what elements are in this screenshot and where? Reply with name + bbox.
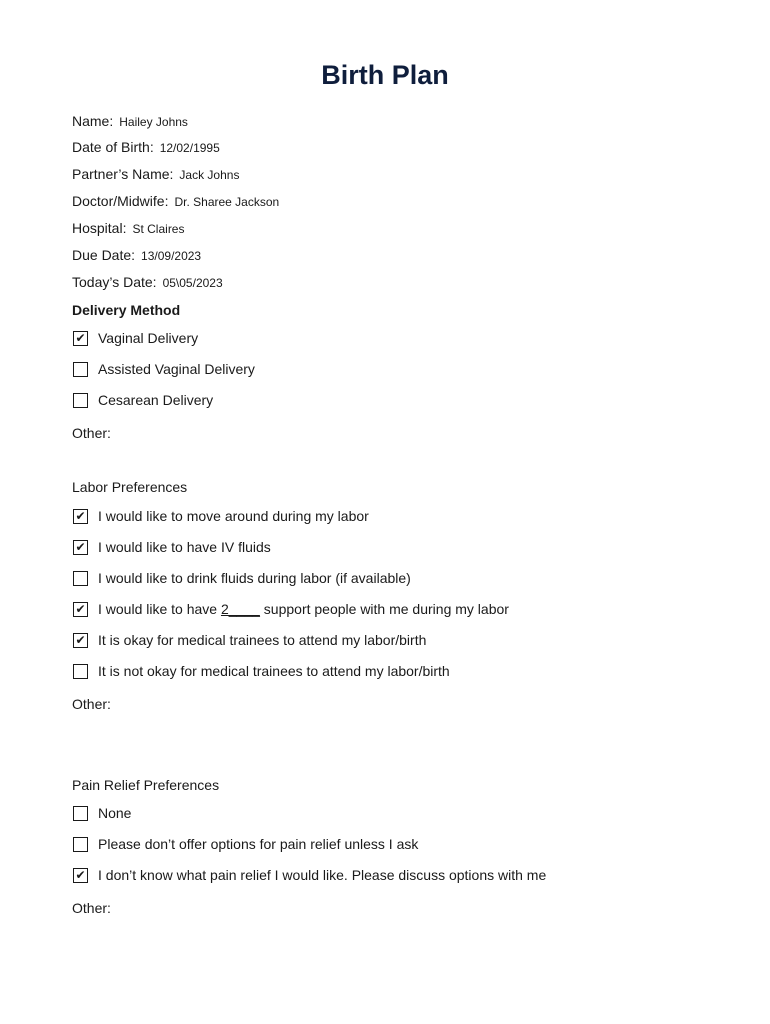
- hospital-label: Hospital:: [72, 220, 127, 236]
- option-label: I would like to drink fluids during labor (if available): [98, 570, 411, 586]
- labor-heading: Labor Preferences: [72, 479, 188, 495]
- option-label: It is not okay for medical trainees to attend my labor/birth: [98, 663, 450, 679]
- checkbox-checked[interactable]: ✔: [73, 868, 88, 883]
- option-label-before: I would like to have: [98, 601, 221, 617]
- labor-option[interactable]: [73, 538, 271, 556]
- delivery-other[interactable]: Other:: [72, 425, 111, 441]
- partner-label: Partner’s Name:: [72, 166, 174, 182]
- partner-value[interactable]: Jack Johns: [179, 168, 240, 182]
- today-date-field: [72, 274, 223, 290]
- option-label: Assisted Vaginal Delivery: [98, 361, 255, 377]
- checkbox[interactable]: [73, 806, 88, 821]
- labor-other[interactable]: Other:: [72, 696, 111, 712]
- name-label: Name:: [72, 113, 114, 129]
- option-label: It is okay for medical trainees to attend my labor/birth: [98, 632, 427, 648]
- checkbox[interactable]: [73, 664, 88, 679]
- option-label: None: [98, 805, 132, 821]
- checkbox-checked[interactable]: ✔: [73, 331, 88, 346]
- hospital-field: [72, 220, 184, 236]
- name-field: [72, 113, 188, 129]
- delivery-option[interactable]: [73, 329, 198, 347]
- doctor-field: [72, 193, 279, 209]
- doctor-label: Doctor/Midwife:: [72, 193, 169, 209]
- delivery-option[interactable]: [73, 360, 255, 378]
- pain-option[interactable]: [73, 804, 131, 822]
- labor-option[interactable]: [73, 631, 426, 649]
- due-date-field: [72, 247, 201, 263]
- option-label: Vaginal Delivery: [98, 330, 199, 346]
- labor-option[interactable]: [73, 600, 509, 618]
- doctor-value[interactable]: Dr. Sharee Jackson: [174, 195, 280, 209]
- checkbox[interactable]: [73, 837, 88, 852]
- delivery-heading: Delivery Method: [72, 302, 181, 318]
- option-label: I don’t know what pain relief I would like. Please discuss options with me: [98, 867, 547, 883]
- option-label: Cesarean Delivery: [98, 392, 214, 408]
- partner-field: [72, 166, 239, 182]
- checkbox-checked[interactable]: ✔: [73, 633, 88, 648]
- checkbox-checked[interactable]: ✔: [73, 540, 88, 555]
- due-date-label: Due Date:: [72, 247, 136, 263]
- labor-option[interactable]: [73, 507, 369, 525]
- pain-option[interactable]: [73, 835, 418, 853]
- pain-option[interactable]: [73, 866, 546, 884]
- pain-heading: Pain Relief Preferences: [72, 777, 220, 793]
- page-title: Birth Plan: [321, 60, 449, 90]
- option-label: I would like to have IV fluids: [98, 539, 271, 555]
- dob-label: Date of Birth:: [72, 139, 154, 155]
- name-value[interactable]: Hailey Johns: [119, 115, 188, 129]
- labor-option[interactable]: [73, 662, 450, 680]
- checkbox[interactable]: [73, 571, 88, 586]
- checkbox[interactable]: [73, 393, 88, 408]
- support-people-count[interactable]: 2____: [220, 601, 260, 617]
- pain-other[interactable]: Other:: [72, 900, 111, 916]
- option-label: Please don’t offer options for pain relief unless I ask: [98, 836, 419, 852]
- option-label: I would like to move around during my labor: [98, 508, 369, 524]
- today-date-label: Today’s Date:: [72, 274, 157, 290]
- option-label-after: support people with me during my labor: [259, 601, 509, 617]
- dob-field: [72, 139, 220, 155]
- checkbox-checked[interactable]: ✔: [73, 602, 88, 617]
- delivery-option[interactable]: [73, 391, 213, 409]
- labor-option[interactable]: [73, 569, 411, 587]
- dob-value[interactable]: 12/02/1995: [159, 141, 220, 155]
- checkbox-checked[interactable]: ✔: [73, 509, 88, 524]
- today-date-value[interactable]: 05\05/2023: [162, 276, 223, 290]
- hospital-value[interactable]: St Claires: [132, 222, 185, 236]
- checkbox[interactable]: [73, 362, 88, 377]
- due-date-value[interactable]: 13/09/2023: [141, 249, 202, 263]
